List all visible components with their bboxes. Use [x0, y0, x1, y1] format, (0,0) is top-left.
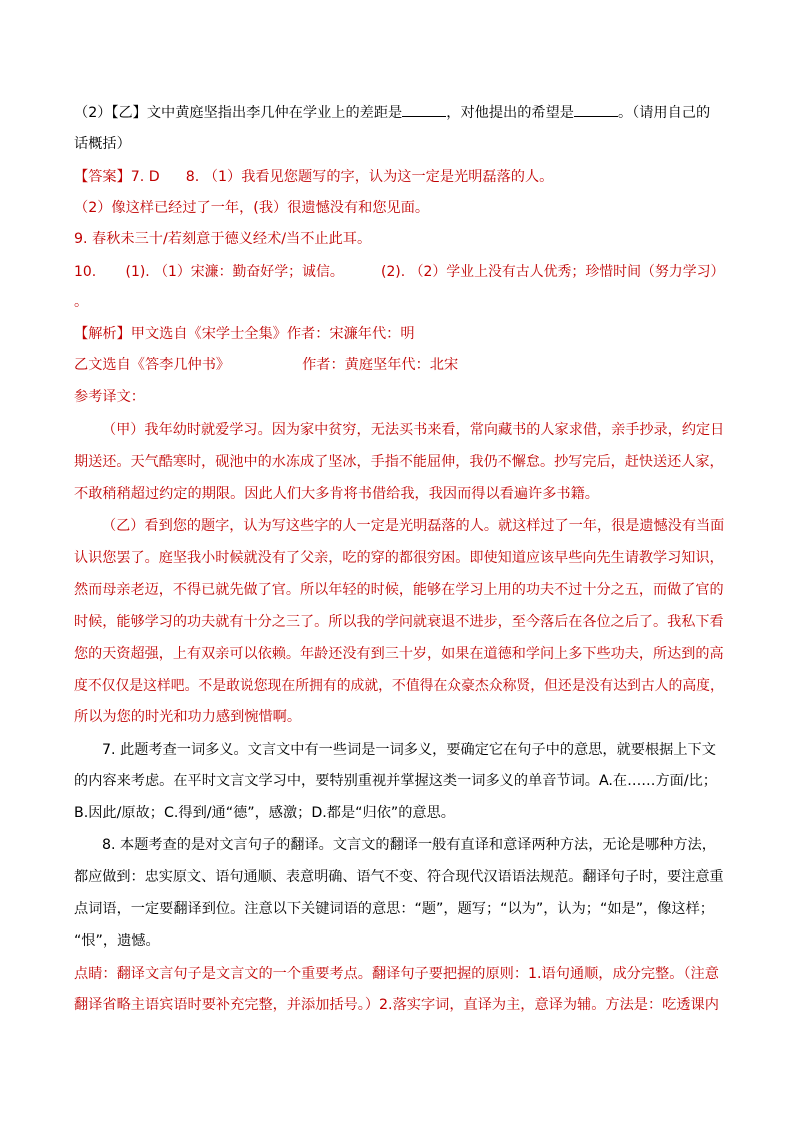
translation-a-line-3: 不敢稍稍超过约定的期限。因此人们大多肯将书借给我，我因而得以看遍许多书籍。 [74, 486, 599, 502]
answer-10-end: 。 [74, 294, 89, 310]
explanation-8-line-3: 点词语，一定要翻译到位。注意以下关键词语的意思：“题”，题写；“以为”，认为；“如是”，像这样； [74, 901, 714, 917]
answer-10-number: 10. [74, 264, 97, 280]
question-2-middle: ，对他提出的希望是 [446, 105, 574, 121]
answer-label: 【答案】 [74, 169, 131, 185]
analysis-line-2 [74, 355, 458, 375]
answer-9: 9. 春秋未三十/若刻意于德义经术/当不止此耳。 [74, 231, 372, 247]
translation-b-line-6: 度不仅仅是这样吧。不是敢说您现在所拥有的成就，不值得在众豪杰众称贤，但还是没有达到古人的高度， [74, 678, 724, 694]
question-2-prefix: （2）【乙】文中黄庭坚指出李几仲在学业上的差距是 [74, 105, 403, 121]
translation-b-line-7: 所以为您的时光和功力感到惋惜啊。 [74, 709, 302, 725]
answer-line-1 [74, 167, 553, 187]
translation-b-line-3: 然而母亲老迈，不得已就先做了官。所以年轻的时候，能够在学习上用的功夫不过十分之五，而做了官的 [74, 582, 724, 598]
explanation-8-line-2: 都应做到：忠实原文、语句通顺、表意明确、语气不变、符合现代汉语语法规范。翻译句子时，要注意重 [74, 869, 724, 885]
answer-line-10 [74, 262, 724, 282]
translation-b-line-5: 您的天资超强，上有双亲可以依赖。年龄还没有到三十岁，如果在道德和学问上多下些功夫，所达到的高 [74, 646, 724, 662]
translation-b-line-2: 认识您罢了。庭坚我小时候就没有了父亲，吃的穿的都很穷困。即使知道应该早些向先生请教学习知识， [74, 550, 724, 566]
analysis-source-b-author: 作者：黄庭坚年代：北宋 [302, 357, 459, 373]
explanation-8-line-4: “恨”，遗憾。 [74, 933, 160, 949]
question-2-line-2: 话概括） [74, 136, 131, 152]
key-points-line-2: 翻译省略主语宾语时要补充完整，并添加括号。）2.落实字词，直译为主，意译为辅。方法是：吃透课内 [74, 997, 719, 1013]
explanation-8-line-1: 8. 本题考查的是对文言句子的翻译。文言文的翻译一般有直译和意译两种方法，无论是哪种方法， [102, 837, 716, 853]
translation-b-line-4: 时候，能够学习的功夫就有十分之三了。所以我的学问就衰退不进步，至今落后在各位之后了。我私下看 [74, 614, 724, 630]
answer-8-1: 8. （1）我看见您题写的字，认为这一定是光明磊落的人。 [185, 169, 554, 185]
question-2-line-1 [74, 102, 710, 123]
answer-blank-1[interactable] [402, 102, 446, 117]
question-2-suffix: 。（请用自己的 [617, 105, 711, 121]
answer-blank-2[interactable] [574, 102, 618, 117]
analysis-label: 【解析】 [74, 326, 131, 342]
answer-8-2: （2）像这样已经过了一年，(我）很遗憾没有和您见面。 [74, 200, 430, 216]
explanation-7-line-1: 7. 此题考查一词多义。文言文中有一些词是一词多义，要确定它在句子中的意思，就要根据上下文 [102, 742, 716, 758]
explanation-7-line-3: B.因此/原故；C.得到/通“德”，感激；D.都是“归依”的意思。 [74, 805, 455, 821]
answer-7: 7. D [130, 169, 160, 185]
answer-10-2: (2). （2）学业上没有古人优秀；珍惜时间（努力学习） [381, 264, 725, 280]
translation-b-line-1: （乙）看到您的题字，认为写这些字的人一定是光明磊落的人。就这样过了一年，很是遗憾没有当面 [102, 518, 725, 534]
analysis-source-b-title: 乙文选自《答李几仲书》 [74, 357, 231, 373]
translation-a-line-2: 期送还。天气酷寒时，砚池中的水冻成了坚冰，手指不能屈伸，我仍不懈怠。抄写完后，赶快送还人家， [74, 454, 724, 470]
explanation-7-line-2: 的内容来考虑。在平时文言文学习中，要特别重视并掌握这类一词多义的单音节词。A.在……方面/比； [74, 773, 717, 789]
translation-heading: 参考译文： [74, 389, 145, 405]
analysis-source-a: 甲文选自《宋学士全集》作者：宋濂年代：明 [130, 326, 415, 342]
translation-a-line-1: （甲）我年幼时就爱学习。因为家中贫穷，无法买书来看，常向藏书的人家求借，亲手抄录，约定日 [102, 422, 725, 438]
analysis-line-1 [74, 324, 415, 344]
answer-10-1: (1). （1）宋濂：勤奋好学；诚信。 [125, 264, 344, 280]
key-points-line-1: 点睛：翻译文言句子是文言文的一个重要考点。翻译句子要把握的原则：1.语句通顺，成分完整。（注意 [74, 966, 719, 982]
